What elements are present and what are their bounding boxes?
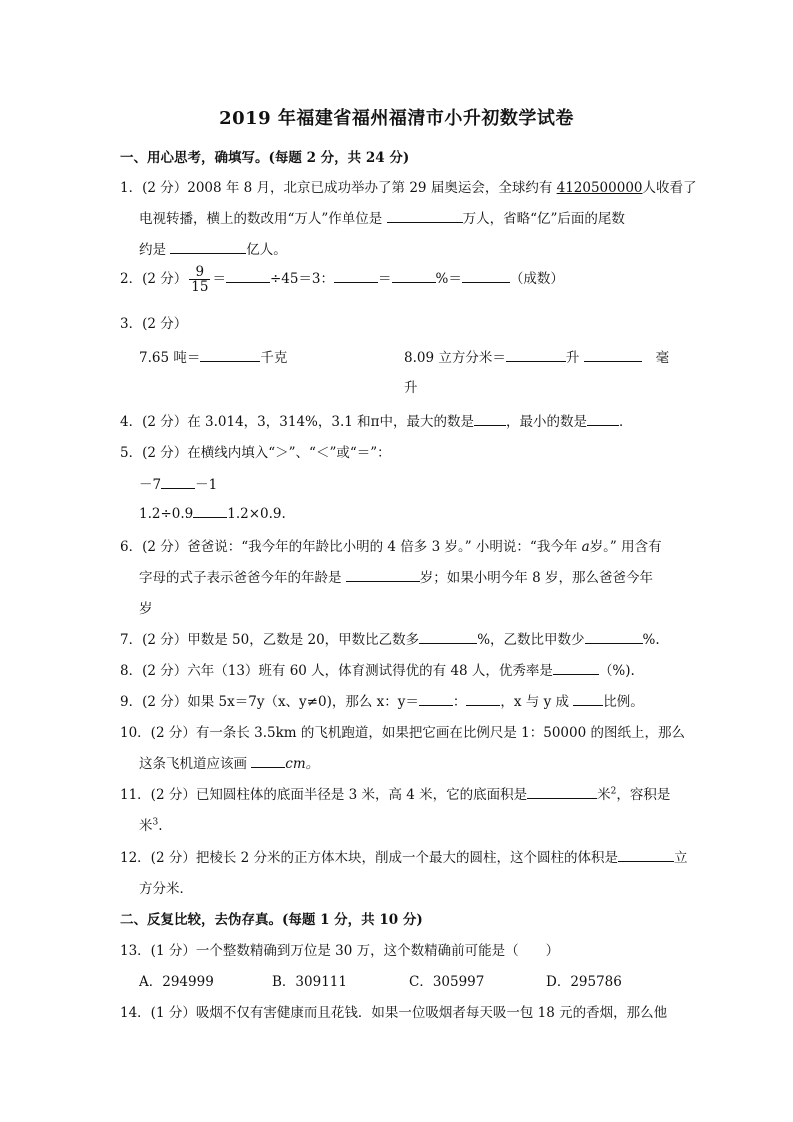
question-text: 亿人。	[246, 242, 287, 258]
question-text: %.	[642, 632, 660, 648]
answer-blank[interactable]	[587, 412, 619, 426]
question-1-line-1	[120, 176, 697, 196]
answer-blank[interactable]	[553, 661, 599, 675]
answer-blank[interactable]	[527, 785, 597, 799]
answer-blank[interactable]	[346, 568, 420, 582]
question-3-part-b	[404, 346, 669, 366]
question-text: 约是	[139, 242, 171, 258]
option-d[interactable]: D．295786	[546, 974, 622, 990]
answer-blank[interactable]	[334, 269, 378, 283]
question-12-line-1	[120, 846, 688, 866]
question-5-item-1	[139, 473, 217, 493]
question-text: 米	[597, 787, 611, 803]
question-3-number: 3．(2 分）	[120, 316, 188, 332]
fraction-numerator: 9	[189, 265, 210, 280]
question-text: －7	[139, 477, 162, 493]
question-text: 1.2×0.9.	[227, 506, 286, 522]
answer-blank[interactable]	[193, 504, 227, 518]
question-text: 7.65 吨＝	[139, 350, 201, 366]
question-10-line-1: 10．(2 分）有一条长 3.5km 的飞机跑道，如果把它画在比例尺是 1：50000 的图纸上，那么	[120, 725, 685, 741]
question-text: 6．(2 分）爸爸说：“我今年的年龄比小明的 4 倍多 3 岁。” 小明说：“我今年	[120, 539, 582, 555]
question-14: 14．(1 分）吸烟不仅有害健康而且花钱．如果一位吸烟者每天吸一包 18 元的香烟，那么他	[120, 1005, 668, 1021]
question-1-line-3	[139, 238, 287, 258]
question-text: %，乙数比甲数少	[477, 632, 585, 648]
question-text: ＝	[212, 271, 226, 287]
page-title: 2019 年福建省福州福清市小升初数学试卷	[219, 108, 574, 129]
question-text: 8．(2 分）六年（13）班有 60 人，体育测试得优的有 48 人，优秀率是	[120, 663, 553, 679]
fraction	[189, 265, 210, 294]
question-text: ：	[452, 694, 467, 710]
question-text: 毫	[655, 350, 670, 366]
answer-blank[interactable]	[419, 692, 453, 706]
question-text: 8.09 立方分米＝	[404, 350, 506, 366]
question-6-line-2	[139, 566, 653, 586]
question-3-part-b-wrap: 升	[404, 380, 418, 396]
question-10-line-2	[139, 752, 319, 772]
answer-blank[interactable]	[161, 475, 195, 489]
question-text: 电视转播，横上的数改用“万人”作单位是	[139, 211, 387, 227]
question-12-line-2: 方分米．	[139, 881, 193, 897]
answer-blank[interactable]	[618, 848, 674, 862]
question-text: 9．(2 分）如果 5x＝7y（x、y≠0)，那么 x：y＝	[120, 694, 419, 710]
question-text: .	[158, 818, 163, 834]
answer-blank[interactable]	[462, 269, 510, 283]
section-heading-1: 一、用心思考，确填写。(每题 2 分，共 24 分)	[120, 150, 410, 166]
answer-blank[interactable]	[170, 240, 246, 254]
question-6-line-1	[120, 535, 662, 555]
answer-blank[interactable]	[419, 630, 477, 644]
question-2-line-1	[120, 265, 564, 294]
question-text: 升	[565, 350, 584, 366]
question-text: （成数）	[509, 271, 564, 287]
question-text: 1.2÷0.9	[139, 506, 194, 522]
question-9	[120, 690, 644, 710]
question-text: ，x 与 y 成	[500, 694, 574, 710]
question-text: 人收看了	[642, 180, 697, 196]
answer-blank[interactable]	[466, 692, 500, 706]
question-text: ，容积是	[616, 787, 671, 803]
answer-blank[interactable]	[251, 754, 285, 768]
question-text: 米	[139, 818, 153, 834]
underlined-number: 4120500000	[556, 180, 643, 196]
question-text: （%).	[598, 663, 635, 679]
question-8	[120, 659, 635, 679]
question-5-item-2	[139, 504, 286, 522]
option-b[interactable]: B．309111	[272, 974, 347, 990]
question-text: 这条飞机道应该画	[139, 756, 252, 772]
question-6-line-3: 岁	[139, 601, 153, 617]
question-text: 千克	[260, 350, 288, 366]
question-text: 2．(2 分）	[120, 271, 188, 287]
question-text: ÷45＝3：	[269, 271, 335, 287]
question-text: －1	[195, 477, 218, 493]
question-13: 13．(1 分）一个整数精确到万位是 30 万，这个数精确前可能是（ ）	[120, 943, 560, 959]
question-4	[120, 410, 633, 430]
answer-blank[interactable]	[226, 269, 270, 283]
option-a[interactable]: A．294999	[139, 974, 214, 990]
option-c[interactable]: C．305997	[409, 974, 485, 990]
question-11-line-1	[120, 783, 670, 803]
answer-blank[interactable]	[200, 348, 260, 362]
question-text: 1．(2 分）2008 年 8 月，北京已成功举办了第 29 届奥运会，全球约有	[120, 180, 557, 196]
fraction-denominator: 15	[191, 279, 209, 295]
question-1-line-2	[139, 207, 625, 227]
question-text: 岁；如果小明今年 8 岁，那么爸爸今年	[419, 570, 653, 586]
question-text: 4．(2 分）在 3.014，3，314%，3.1 和π中，最大的数是	[120, 414, 474, 430]
answer-blank[interactable]	[392, 269, 436, 283]
question-text: 11．(2 分）已知圆柱体的底面半径是 3 米，高 4 米，它的底面积是	[120, 787, 528, 803]
answer-blank[interactable]	[573, 692, 603, 706]
question-text: ．	[619, 414, 633, 430]
question-3-part-a	[139, 346, 287, 366]
question-text: ＝	[378, 271, 392, 287]
question-text: 字母的式子表示爸爸今年的年龄是	[139, 570, 346, 586]
variable: a	[581, 539, 590, 555]
question-text: %＝	[435, 271, 462, 287]
answer-blank[interactable]	[474, 412, 506, 426]
answer-blank[interactable]	[387, 209, 463, 223]
question-text: 岁。” 用含有	[589, 539, 662, 555]
superscript: 2	[610, 786, 617, 797]
answer-blank[interactable]	[506, 348, 566, 362]
question-text: 12．(2 分）把棱长 2 分米的正方体木块，削成一个最大的圆柱，这个圆柱的体积是	[120, 850, 618, 866]
answer-blank[interactable]	[585, 630, 643, 644]
question-text: cm。	[285, 756, 320, 772]
section-heading-2: 二、反复比较，去伪存真。(每题 1 分，共 10 分)	[120, 912, 423, 928]
question-text: 万人，省略“亿”后面的尾数	[462, 211, 625, 227]
question-text: 比例。	[603, 694, 644, 710]
question-text: 立	[674, 850, 688, 866]
question-7	[120, 628, 660, 648]
question-5: 5．(2 分）在横线内填入“＞”、“＜”或“＝”：	[120, 445, 391, 461]
question-11-line-2	[139, 814, 163, 834]
answer-blank[interactable]	[584, 348, 642, 362]
question-text: ，最小的数是	[506, 414, 587, 430]
superscript: 3	[152, 817, 159, 828]
question-text: 7．(2 分）甲数是 50，乙数是 20，甲数比乙数多	[120, 632, 420, 648]
